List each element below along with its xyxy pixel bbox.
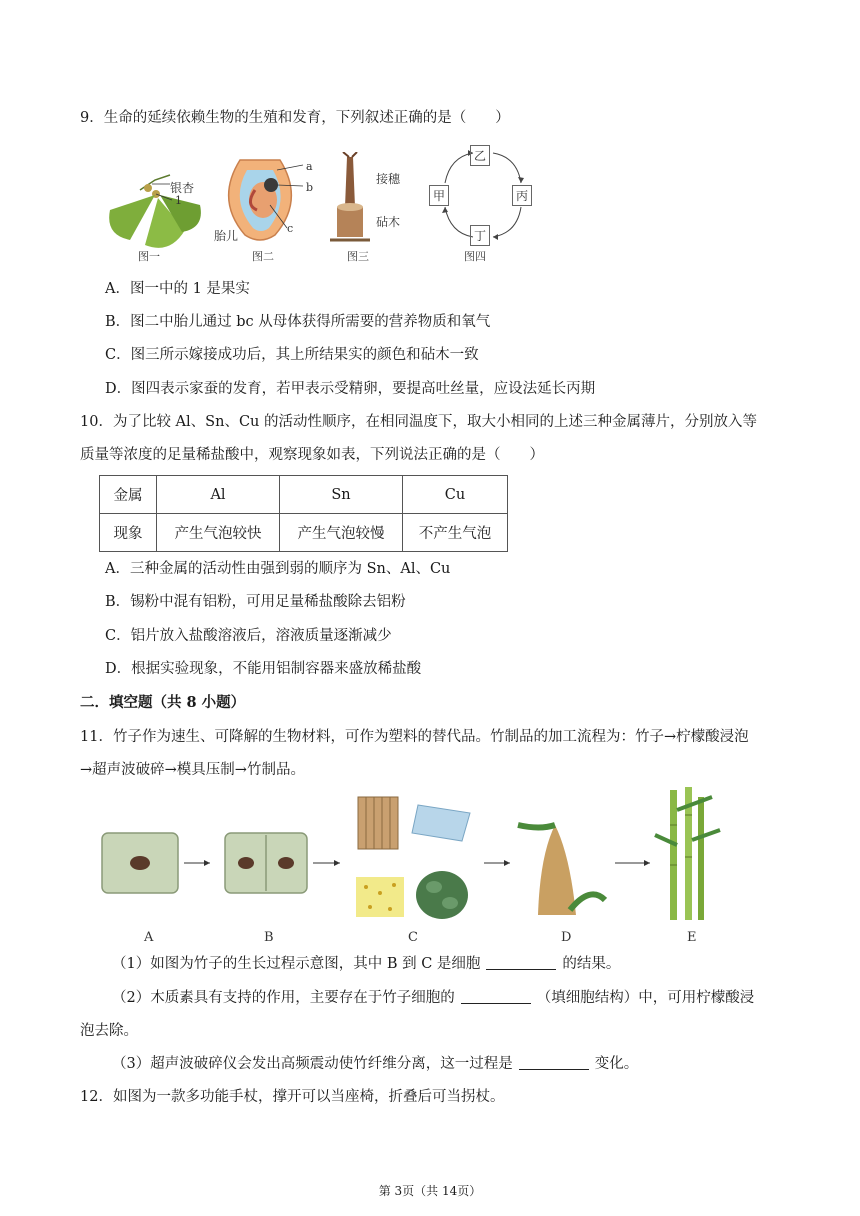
- fig-label-b: B: [264, 930, 274, 945]
- table-row: [100, 514, 508, 552]
- table-cell: 金属: [100, 476, 157, 514]
- page-footer: 第 3页（共 14页）: [378, 1184, 482, 1198]
- q10-option-d: D．根据实验现象，不能用铝制容器来盛放稀盐酸: [105, 661, 422, 677]
- q11-sub3: [112, 1054, 638, 1074]
- q11-sub1-text: （1）如图为竹子的生长过程示意图，其中 B 到 C 是细胞: [112, 956, 481, 972]
- metal-table: [99, 475, 508, 552]
- node-jia: 甲: [429, 185, 449, 206]
- q11-sub2-text: （2）木质素具有支持的作用，主要存在于竹子细胞的: [112, 990, 455, 1006]
- label-1: 1: [175, 194, 182, 207]
- label-ginkgo: 银杏: [170, 181, 195, 195]
- q11-sub2-cont: 泡去除。: [80, 1023, 138, 1039]
- q11-sub2-tail: （填细胞结构）中，可用柠檬酸浸: [536, 990, 755, 1006]
- q11-sub2: [112, 988, 754, 1008]
- table-cell: 产生气泡较慢: [280, 514, 403, 552]
- caption-fig3: 图三: [347, 250, 369, 263]
- q11-sub3-text: （3）超声波破碎仪会发出高频震动使竹纤维分离，这一过程是: [112, 1056, 513, 1072]
- node-ding: 丁: [470, 225, 490, 246]
- figure-bamboo-growth: [100, 785, 740, 930]
- label-fetus: 胎儿: [214, 229, 239, 243]
- table-cell: 不产生气泡: [403, 514, 508, 552]
- label-stock: 砧木: [376, 215, 401, 229]
- q10-option-a: A．三种金属的活动性由强到弱的顺序为 Sn、Al、Cu: [105, 561, 451, 577]
- label-a: a: [306, 160, 313, 173]
- caption-fig4: 图四: [464, 250, 486, 263]
- answer-blank-2[interactable]: [461, 989, 531, 1004]
- q11-sub1: [112, 954, 620, 974]
- answer-blank-1[interactable]: [486, 955, 556, 970]
- node-bing: 丙: [512, 185, 532, 206]
- fig-label-c: C: [408, 930, 418, 945]
- label-scion: 接穗: [376, 172, 401, 186]
- node-yi: 乙: [470, 145, 490, 166]
- q9-option-d: D．图四表示家蚕的发育，若甲表示受精卵，要提高吐丝量，应设法延长丙期: [105, 381, 596, 397]
- q10-stem-2: 质量等浓度的足量稀盐酸中，观察现象如表，下列说法正确的是（ ）: [80, 447, 544, 463]
- fig-label-a: A: [144, 930, 154, 945]
- q11-stem-2: →超声波破碎→模具压制→竹制品。: [80, 762, 305, 778]
- q9-stem: 9．生命的延续依赖生物的生殖和发育，下列叙述正确的是（ ）: [80, 110, 510, 126]
- q11-sub3-tail: 变化。: [594, 1056, 639, 1072]
- q12-stem: 12．如图为一款多功能手杖，撑开可以当座椅，折叠后可当拐杖。: [80, 1089, 505, 1105]
- fig-label-e: E: [687, 930, 697, 945]
- table-cell: Al: [157, 476, 280, 514]
- q10-option-c: C．铝片放入盐酸溶液后，溶液质量逐渐减少: [105, 628, 392, 644]
- caption-fig1: 图一: [138, 250, 160, 263]
- q11-sub1-tail: 的结果。: [562, 956, 621, 972]
- table-cell: 现象: [100, 514, 157, 552]
- table-cell: Sn: [280, 476, 403, 514]
- answer-blank-3[interactable]: [519, 1055, 589, 1070]
- label-c: c: [287, 222, 294, 235]
- table-cell: Cu: [403, 476, 508, 514]
- caption-fig2: 图二: [252, 250, 274, 263]
- label-b: b: [306, 181, 314, 194]
- figure-graft: [325, 152, 385, 247]
- q10-stem-1: 10．为了比较 Al、Sn、Cu 的活动性顺序，在相同温度下，取大小相同的上述三种金属薄片，分别放入等: [80, 414, 757, 430]
- table-cell: 产生气泡较快: [157, 514, 280, 552]
- q10-option-b: B．锡粉中混有铝粉，可用足量稀盐酸除去铝粉: [105, 594, 406, 610]
- fig-label-d: D: [561, 930, 572, 945]
- q9-option-c: C．图三所示嫁接成功后，其上所结果实的颜色和砧木一致: [105, 347, 479, 363]
- q9-option-a: A．图一中的 1 是果实: [105, 281, 250, 297]
- section-title: 二．填空题（共 8 小题）: [80, 694, 246, 711]
- q9-option-b: B．图二中胎儿通过 bc 从母体获得所需要的营养物质和氧气: [105, 314, 491, 330]
- q11-stem-1: 11．竹子作为速生、可降解的生物材料，可作为塑料的替代品。竹制品的加工流程为：竹子→柠檬酸浸泡: [80, 729, 749, 745]
- table-row: [100, 476, 508, 514]
